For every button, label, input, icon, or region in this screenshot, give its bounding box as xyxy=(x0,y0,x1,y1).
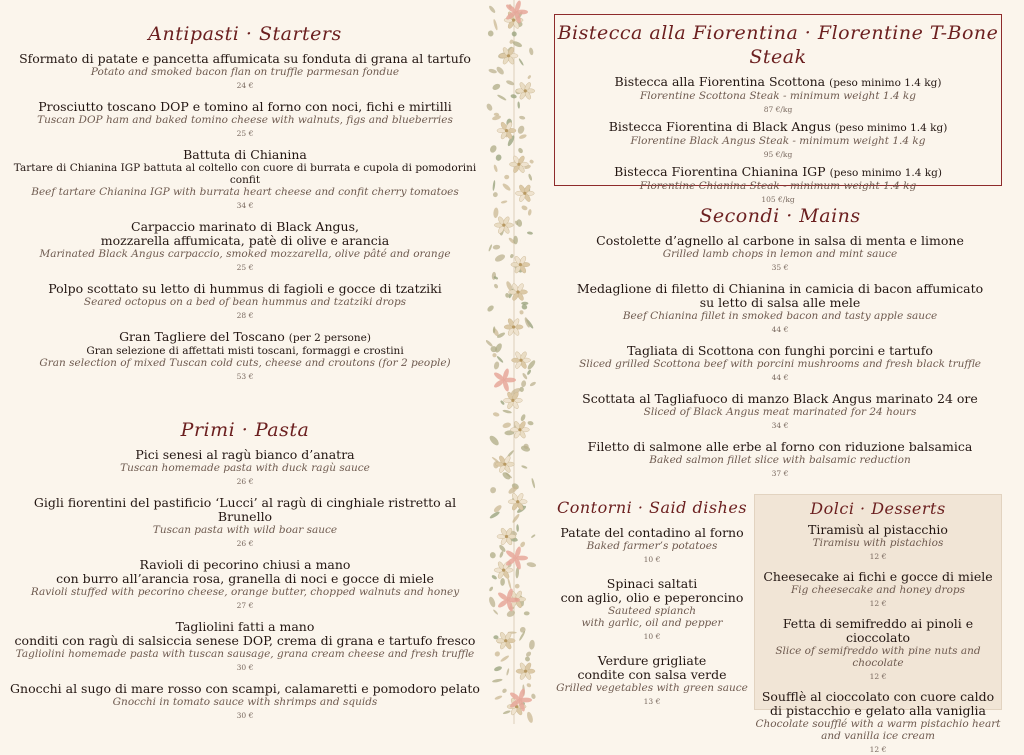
menu-item xyxy=(560,440,1000,479)
leaf-decoration xyxy=(486,339,493,347)
item-price: 13 € xyxy=(643,697,661,706)
item-english: Sliced grilled Scottona beef with porcini mushrooms and fresh black truffle xyxy=(579,358,981,370)
item-name-main: Bistecca Fiorentina Chianina IGP xyxy=(614,164,826,179)
leaf-decoration xyxy=(502,422,512,429)
item-price: 35 € xyxy=(771,263,789,272)
menu-item xyxy=(10,100,480,139)
item-english: Florentine Black Angus Steak - minimum weight 1.4 kg xyxy=(630,135,926,147)
menu-item xyxy=(560,234,1000,273)
bistecca-title: Bistecca alla Fiorentina · Florentine T-Bone Steak xyxy=(557,22,999,68)
leaf-decoration xyxy=(488,596,497,608)
leaf-decoration xyxy=(502,182,512,191)
item-price: 12 € xyxy=(869,745,887,754)
item-english: Grilled lamb chops in lemon and mint sauce xyxy=(662,248,898,260)
item-english: Baked salmon fillet slice with balsamic reduction xyxy=(649,454,911,466)
leaf-decoration xyxy=(506,668,510,676)
flower-center-decoration xyxy=(516,500,519,503)
item-name: Polpo scottato su letto di hummus di fagioli e gocce di tzatziki xyxy=(48,281,442,296)
flower-center-decoration xyxy=(502,569,505,572)
leaf-decoration xyxy=(527,421,534,426)
leaf-decoration xyxy=(527,231,533,235)
leaf-decoration xyxy=(521,205,528,212)
menu-item xyxy=(556,526,748,565)
flower-center-decoration xyxy=(505,535,508,538)
item-name xyxy=(555,120,1001,135)
leaf-decoration xyxy=(497,94,507,101)
leaf-decoration xyxy=(493,207,499,218)
leaf-decoration xyxy=(526,369,531,375)
item-price: 34 € xyxy=(236,201,254,210)
leaf-decoration xyxy=(519,387,524,392)
menu-item xyxy=(10,330,480,382)
item-english: Grilled vegetables with green sauce xyxy=(556,682,748,694)
item-name: Tagliolini fatti a mano xyxy=(175,619,315,634)
item-name: Gnocchi al sugo di mare rosso con scampi, calamaretti e pomodoro pelato xyxy=(10,681,480,696)
leaf-decoration xyxy=(505,79,514,86)
item-english: Tuscan DOP ham and baked tomino cheese with walnuts, figs and blueberries xyxy=(37,114,453,126)
leaf-decoration xyxy=(527,75,532,80)
menu-item xyxy=(10,52,480,91)
leaf-decoration xyxy=(492,352,498,358)
leaf-decoration xyxy=(491,83,501,92)
leaf-decoration xyxy=(518,133,527,139)
item-name: Tagliata di Scottona con funghi porcini e tartufo xyxy=(627,343,933,358)
leaf-decoration xyxy=(531,693,537,699)
leaf-decoration xyxy=(511,30,518,37)
item-note: (peso minimo 1.4 kg) xyxy=(829,77,942,89)
leaf-decoration xyxy=(519,115,526,120)
item-english: Beef tartare Chianina IGP with burrata heart cheese and confit cherry tomatoes xyxy=(31,186,459,198)
leaf-decoration xyxy=(499,551,504,559)
item-subtitle: Tartare di Chianina IGP battuta al coltello con cuore di burrata e cupola di pomodorini confit xyxy=(13,162,477,186)
leaf-decoration xyxy=(492,678,503,683)
item-english: Fig cheesecake and honey drops xyxy=(790,584,965,596)
leaf-decoration xyxy=(504,175,510,180)
leaf-decoration xyxy=(526,682,532,688)
leaf-decoration xyxy=(493,665,502,672)
leaf-decoration xyxy=(495,65,505,75)
leaf-decoration xyxy=(524,611,530,615)
menu-item xyxy=(10,220,480,273)
leaf-decoration xyxy=(493,609,499,615)
item-price: 27 € xyxy=(236,601,254,610)
menu-item xyxy=(560,392,1000,431)
leaf-decoration xyxy=(492,180,495,191)
contorni-title: Contorni · Said dishes xyxy=(556,498,748,517)
item-name xyxy=(10,330,480,345)
item-price: 105 €/kg xyxy=(761,195,795,204)
secondi-section xyxy=(560,204,1000,488)
flower-center-decoration xyxy=(524,89,527,92)
leaf-decoration xyxy=(517,147,524,154)
flower-center-decoration xyxy=(512,19,515,22)
leaf-decoration xyxy=(488,30,494,36)
flower-center-decoration xyxy=(502,224,505,227)
leaf-decoration xyxy=(489,486,497,494)
item-name-line2: di pistacchio e gelato alla vaniglia xyxy=(769,703,987,718)
leaf-decoration xyxy=(488,5,496,14)
item-price: 10 € xyxy=(643,632,661,641)
leaf-decoration xyxy=(500,578,505,586)
leaf-decoration xyxy=(528,209,532,216)
menu-item xyxy=(10,620,480,673)
item-name xyxy=(555,165,1001,180)
item-english: Florentine Scottona Steak - minimum weight 1.4 kg xyxy=(639,90,916,102)
antipasti-section xyxy=(10,22,480,391)
item-price: 25 € xyxy=(236,263,254,272)
menu-item xyxy=(555,75,1001,115)
leaf-decoration xyxy=(519,626,527,634)
leaf-decoration xyxy=(520,414,527,422)
leaf-decoration xyxy=(531,534,536,539)
leaf-decoration xyxy=(510,253,514,258)
item-name-line2: condite con salsa verde xyxy=(577,667,727,682)
leaf-decoration xyxy=(488,68,497,74)
item-english: Sliced of Black Angus meat marinated for 24 hours xyxy=(643,406,917,418)
item-name: Gigli fiorentini del pastificio ‘Lucci’ al ragù di cinghiale ristretto al Brunello xyxy=(33,495,457,524)
menu-item xyxy=(10,558,480,611)
flower-center-decoration xyxy=(504,639,507,642)
leaf-decoration xyxy=(517,125,526,135)
item-price: 25 € xyxy=(236,129,254,138)
menu-item xyxy=(755,570,1001,609)
item-price: 26 € xyxy=(236,477,254,486)
leaf-decoration xyxy=(522,372,529,380)
menu-item xyxy=(555,120,1001,160)
item-name: Spinaci saltati xyxy=(606,576,698,591)
leaf-decoration xyxy=(514,583,520,589)
flower-center-decoration xyxy=(511,399,514,402)
leaf-decoration xyxy=(493,283,499,289)
menu-item xyxy=(10,682,480,721)
item-name-line2: su letto di salsa alle mele xyxy=(699,295,861,310)
item-name: Medaglione di filetto di Chianina in camicia di bacon affumicato xyxy=(576,281,984,296)
leaf-decoration xyxy=(529,640,536,650)
flower-center-decoration xyxy=(519,359,522,362)
item-english: Sauteed spianch xyxy=(607,605,697,617)
item-english: Ravioli stuffed with pecorino cheese, orange butter, chopped walnuts and honey xyxy=(30,586,460,598)
leaf-decoration xyxy=(486,304,495,313)
leaf-decoration xyxy=(493,361,500,370)
leaf-decoration xyxy=(489,552,496,559)
leaf-decoration xyxy=(526,711,534,723)
flower-center-decoration xyxy=(519,263,522,266)
leaf-decoration xyxy=(494,695,503,701)
leaf-decoration xyxy=(494,650,501,657)
leaf-decoration xyxy=(521,380,527,388)
leaf-decoration xyxy=(529,159,534,164)
leaf-decoration xyxy=(492,192,498,198)
item-english-line2: with garlic, oil and pepper xyxy=(581,617,723,629)
leaf-decoration xyxy=(486,103,493,112)
leaf-decoration xyxy=(519,310,524,315)
item-name: Carpaccio marinato di Black Angus, xyxy=(131,219,359,234)
item-english: Slice of semifreddo with pine nuts and chocolate xyxy=(775,645,981,669)
leaf-decoration xyxy=(519,541,526,548)
leaf-decoration xyxy=(521,465,528,470)
leaf-decoration xyxy=(516,219,523,227)
item-english-line2: and vanilla ice cream xyxy=(821,730,935,742)
garland-decoration xyxy=(486,0,537,724)
item-name-line2: mozzarella affumicata, patè di olive e arancia xyxy=(100,233,390,248)
item-english: Potato and smoked bacon flan on truffle parmesan fondue xyxy=(90,66,400,78)
item-english: Baked farmer’s potatoes xyxy=(586,540,718,552)
leaf-decoration xyxy=(494,253,506,263)
item-name: Battuta di Chianina xyxy=(183,147,307,162)
item-name-main: Bistecca Fiorentina di Black Angus xyxy=(608,119,831,134)
menu-item xyxy=(555,165,1001,205)
item-name: Sformato di patate e pancetta affumicata su fonduta di grana al tartufo xyxy=(19,51,471,66)
menu-item xyxy=(755,523,1001,562)
leaf-decoration xyxy=(493,19,499,31)
item-price: 28 € xyxy=(236,311,254,320)
item-english: Gran selection of mixed Tuscan cold cuts, cheese and croutons (for 2 people) xyxy=(39,357,451,369)
leaf-decoration xyxy=(525,651,532,658)
leaf-decoration xyxy=(491,574,498,580)
item-name-main: Bistecca alla Fiorentina Scottona xyxy=(614,74,826,89)
item-price: 12 € xyxy=(869,599,887,608)
item-name: Filetto di salmone alle erbe al forno con riduzione balsamica xyxy=(587,439,973,454)
menu-item xyxy=(560,282,1000,335)
leaf-decoration xyxy=(512,40,523,48)
leaf-decoration xyxy=(488,434,500,447)
item-price: 30 € xyxy=(236,663,254,672)
leaf-decoration xyxy=(516,524,519,532)
bistecca-section xyxy=(554,14,1002,204)
leaf-decoration xyxy=(493,244,501,249)
item-price: 34 € xyxy=(771,421,789,430)
antipasti-title: Antipasti · Starters xyxy=(148,23,342,45)
item-name: Cheesecake ai fichi e gocce di miele xyxy=(763,569,993,584)
leaf-decoration xyxy=(500,655,510,663)
leaf-decoration xyxy=(493,164,498,172)
leaf-decoration xyxy=(503,710,511,715)
flower-center-decoration xyxy=(523,192,526,195)
menu-item xyxy=(10,448,480,487)
item-name-line2: conditi con ragù di salsiccia senese DOP, crema di grana e tartufo fresco xyxy=(14,633,476,648)
leaf-decoration xyxy=(518,58,524,66)
item-price: 53 € xyxy=(236,372,254,381)
item-name xyxy=(555,75,1001,90)
item-subtitle: Gran selezione di affettati misti toscani, formaggi e crostini xyxy=(86,345,404,357)
item-name: Soufflè al cioccolato con cuore caldo xyxy=(761,689,995,704)
item-name: Ravioli di pecorino chiusi a mano xyxy=(139,557,351,572)
leaf-decoration xyxy=(531,478,536,489)
leaf-decoration xyxy=(511,513,520,524)
leaf-decoration xyxy=(507,577,512,589)
flower-center-decoration xyxy=(518,428,521,431)
item-price: 95 €/kg xyxy=(763,150,793,159)
leaf-decoration xyxy=(492,412,499,417)
item-name: Scottata al Tagliafuoco di manzo Black Angus marinato 24 ore xyxy=(582,391,978,406)
item-price: 44 € xyxy=(771,373,789,382)
item-price: 12 € xyxy=(869,552,887,561)
leaf-decoration xyxy=(521,302,528,305)
leaf-decoration xyxy=(502,409,512,414)
leaf-decoration xyxy=(528,173,533,181)
secondi-title: Secondi · Mains xyxy=(699,205,861,227)
item-price: 30 € xyxy=(236,711,254,720)
item-price: 37 € xyxy=(771,469,789,478)
item-english: Florentine Chianina Steak - minimum weight 1.4 kg xyxy=(639,180,917,192)
leaf-decoration xyxy=(501,688,507,694)
leaf-decoration xyxy=(488,244,493,252)
contorni-section xyxy=(556,496,748,716)
leaf-decoration xyxy=(529,47,534,55)
leaf-decoration xyxy=(488,586,493,592)
item-english: Seared octopus on a bed of bean hummus and tzatziki drops xyxy=(83,296,407,308)
menu-item xyxy=(556,654,748,707)
primi-section xyxy=(10,418,480,730)
item-name: Costolette d’agnello al carbone in salsa di menta e limone xyxy=(596,233,964,248)
flower-center-decoration xyxy=(516,290,519,293)
item-price: 10 € xyxy=(643,555,661,564)
item-english: Tagliolini homemade pasta with tuscan sausage, grana cream cheese and fresh truffle xyxy=(15,648,475,660)
item-name: Prosciutto toscano DOP e tomino al forno con noci, fichi e mirtilli xyxy=(38,99,452,114)
menu-item xyxy=(10,282,480,321)
leaf-decoration xyxy=(526,562,536,568)
item-price: 44 € xyxy=(771,325,789,334)
item-price: 24 € xyxy=(236,81,254,90)
flower-center-decoration xyxy=(503,463,506,466)
item-note: (peso minimo 1.4 kg) xyxy=(834,122,948,134)
item-english: Tuscan pasta with wild boar sauce xyxy=(152,524,338,536)
leaf-decoration xyxy=(495,154,502,162)
primi-title: Primi · Pasta xyxy=(180,419,310,441)
item-note: (peso minimo 1.4 kg) xyxy=(829,167,942,179)
item-name: Fetta di semifreddo ai pinoli e cioccolato xyxy=(782,616,974,645)
menu-item xyxy=(10,496,480,549)
leaf-decoration xyxy=(489,144,498,154)
item-price: 12 € xyxy=(869,672,887,681)
item-english: Chocolate soufflé with a warm pistachio heart xyxy=(755,718,1001,730)
item-name-main: Gran Tagliere del Toscano xyxy=(119,329,285,344)
dolci-title: Dolci · Desserts xyxy=(810,499,946,518)
flower-center-decoration xyxy=(505,129,508,132)
leaf-decoration xyxy=(529,381,536,387)
item-name-line2: con burro all’arancia rosa, granella di noci e gocce di miele xyxy=(56,571,434,586)
item-price: 87 €/kg xyxy=(763,105,793,114)
flower-center-decoration xyxy=(512,325,515,328)
leaf-decoration xyxy=(501,200,508,204)
flower-center-decoration xyxy=(507,54,510,57)
leaf-decoration xyxy=(510,94,517,99)
item-name-line2: con aglio, olio e peperoncino xyxy=(560,590,744,605)
item-note: (per 2 persone) xyxy=(288,332,371,344)
menu-item xyxy=(10,148,480,211)
flower-center-decoration xyxy=(524,670,527,673)
menu-item xyxy=(755,690,1001,755)
dolci-section xyxy=(754,494,1002,754)
item-english: Tuscan homemade pasta with duck ragù sauce xyxy=(120,462,370,474)
item-english: Beef Chianina fillet in smoked bacon and tasty apple sauce xyxy=(622,310,938,322)
item-name: Patate del contadino al forno xyxy=(560,525,744,540)
leaf-decoration xyxy=(517,101,520,108)
item-english: Marinated Black Angus carpaccio, smoked mozzarella, olive pâté and orange xyxy=(39,248,451,260)
floral-garland-divider xyxy=(486,0,542,724)
item-price: 26 € xyxy=(236,539,254,548)
menu-item xyxy=(556,577,748,642)
flower-center-decoration xyxy=(517,163,520,166)
item-name: Verdure grigliate xyxy=(597,653,707,668)
item-name: Tiramisù al pistacchio xyxy=(808,522,948,537)
item-english: Gnocchi in tomato sauce with shrimps and squids xyxy=(112,696,378,708)
leaf-decoration xyxy=(524,656,531,663)
menu-item xyxy=(755,617,1001,682)
item-english: Tiramisu with pistachios xyxy=(812,537,944,549)
item-name: Pici senesi al ragù bianco d’anatra xyxy=(135,447,355,462)
menu-item xyxy=(560,344,1000,383)
